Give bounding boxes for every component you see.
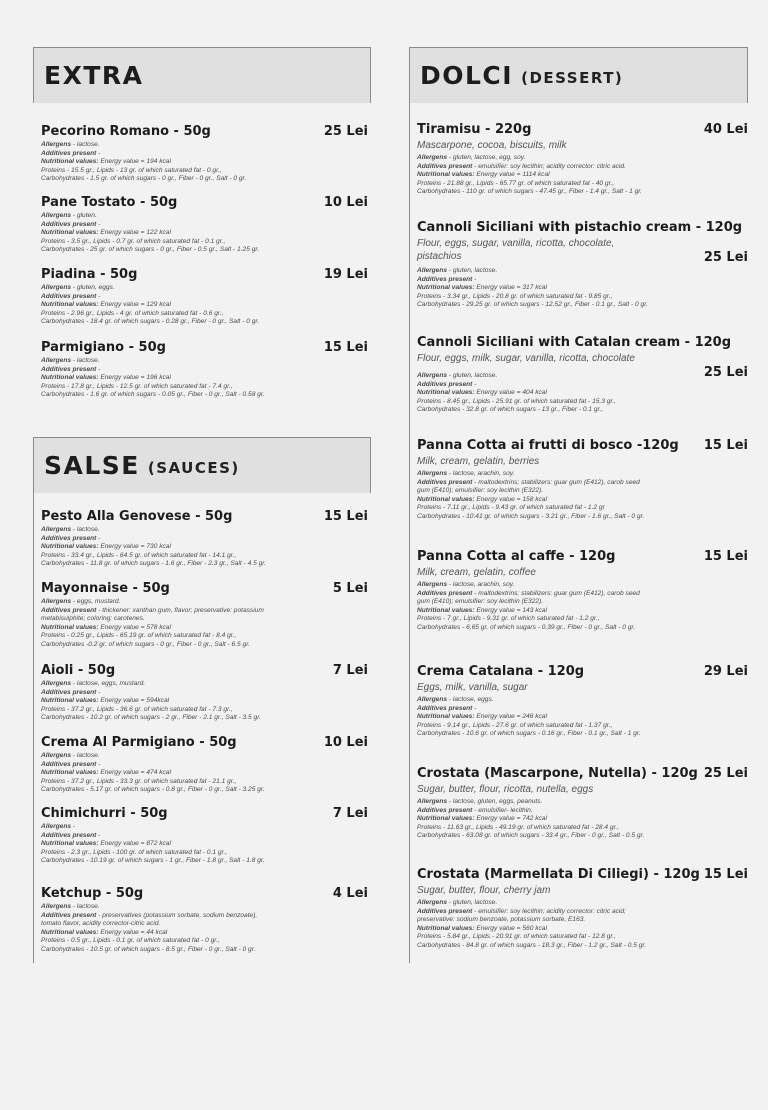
nutrition-line: Proteins - 33.4 gr., Lipids - 64.5 gr. of which saturated fat - 14.1 gr., [41, 551, 237, 559]
item-header-row [417, 867, 748, 882]
nutrition-line: Proteins - 9.14 gr., Lipids - 27.6 gr. of which saturated fat - 1.37 gr., [417, 721, 613, 729]
nutrition-line: Proteins - 7.11 gr., Lipids - 9.43 gr. of which saturated fat - 1.2 gr [417, 504, 605, 512]
item-desc-row [417, 235, 748, 265]
nutrition-line: Carbohydrates - 1.6 gr. of which sugars - 0.05 gr., Fiber - 0 gr., Salt - 0.58 gr. [41, 391, 265, 399]
menu-item [417, 766, 748, 841]
item-price: 15 Lei [703, 549, 748, 564]
nutrition-line: Additives present - [41, 534, 101, 542]
menu-item [417, 549, 748, 633]
menu-item [417, 335, 748, 415]
nutrition-line: Additives present - [41, 365, 101, 373]
item-name: Parmigiano - 50g [41, 340, 166, 355]
extra-header [33, 47, 371, 103]
nutrition-line: Carbohydrates - 10.19 gr. of which sugars - 1 gr., Fiber - 1.8 gr., Salt - 1.8 gr. [41, 857, 265, 865]
nutrition-line: Proteins - 3.34 gr., Lipids - 20.8 gr. of which saturated fat - 9.85 gr., [417, 292, 613, 300]
item-price: 25 Lei [323, 124, 368, 139]
item-name: Panna Cotta ai frutti di bosco -120g [417, 438, 679, 453]
item-header-row [41, 124, 368, 139]
salse-subtitle: (SAUCES) [147, 458, 240, 477]
menu-item [417, 664, 748, 739]
item-header-row [41, 340, 368, 355]
nutrition-line: Additives present - [417, 704, 477, 712]
item-header-row [417, 335, 748, 350]
item-nutrition [417, 470, 748, 522]
menu-item [41, 735, 368, 795]
nutrition-line: Carbohydrates - 11.8 gr. of which sugars - 1.6 gr., Fiber - 2.3 gr., Salt - 4.5 gr. [41, 560, 267, 568]
item-header-row [41, 886, 368, 901]
nutrition-line: Nutritional values: Energy value = 246 kcal [417, 713, 547, 721]
nutrition-line: Allergens - lactose, eggs. [417, 696, 494, 703]
nutrition-line: Additives present - preservatives (potassium sorbate, sodium benzoate), [41, 911, 258, 919]
item-name: Crostata (Marmellata Di Ciliegi) - 120g [417, 867, 700, 882]
nutrition-line: Nutritional values: Energy value = 594kcal [41, 697, 170, 705]
item-price: 15 Lei [703, 867, 748, 882]
item-header-row [41, 806, 368, 821]
item-name: Panna Cotta al caffe - 120g [417, 549, 616, 564]
nutrition-line: Nutritional values: Energy value = 730 kcal [41, 543, 171, 551]
nutrition-line: Nutritional values: Energy value = 44 kcal [41, 928, 168, 936]
item-name: Piadina - 50g [41, 267, 138, 282]
nutrition-line: Allergens - lactose, arachin, soy. [417, 470, 515, 477]
item-price: 15 Lei [323, 340, 368, 355]
nutrition-line: Additives present - thickener: xanthan gum, flavor; preservative: potassium [41, 606, 264, 614]
item-nutrition [41, 903, 368, 955]
item-nutrition [41, 284, 368, 327]
nutrition-line: Carbohydrates - 110 gr. of which sugars - 47.45 gr., Fiber - 1.4 gr., Salt - 1 gr. [417, 188, 643, 196]
item-description: Milk, cream, gelatin, coffee [417, 567, 536, 578]
nutrition-line: Additives present - [41, 149, 101, 157]
nutrition-line: Carbohydrates - 1.5 gr. of which sugars - 0 gr., Fiber - 0 gr., Salt - 0 gr. [41, 175, 247, 183]
item-price: 7 Lei [332, 806, 368, 821]
menu-item [41, 124, 368, 184]
nutrition-line: Carbohydrates - 29.25 gr. of which sugars - 12.52 gr., Fiber - 0.1 gr., Salt - 0 gr. [417, 301, 649, 309]
item-name: Pesto Alla Genovese - 50g [41, 509, 233, 524]
item-header-row [41, 195, 368, 210]
nutrition-line: Proteins - 11.63 gr., Lipids - 49.19 gr. of which saturated fat - 28.4 gr., [417, 823, 620, 831]
item-header-row [417, 664, 748, 679]
nutrition-line: Nutritional values: Energy value = 474 kcal [41, 769, 171, 777]
salse-header [33, 437, 371, 493]
menu-item [417, 867, 748, 951]
menu-item [41, 509, 368, 569]
item-price: 15 Lei [323, 509, 368, 524]
salse-left-line [33, 493, 34, 963]
item-description: Flour, eggs, milk, sugar, vanilla, ricotta, chocolate [417, 353, 635, 364]
item-description: Milk, cream, gelatin, berries [417, 456, 540, 467]
nutrition-line: Additives present - [41, 220, 101, 228]
item-price: 7 Lei [332, 663, 368, 678]
item-header-row [417, 220, 748, 235]
salse-title: SALSE [44, 451, 140, 480]
item-description: Mascarpone, cocoa, biscuits, milk [417, 140, 567, 151]
nutrition-line: Additives present - maltodextrins; stabilizers: guar gum (E412), carob seed [417, 589, 640, 597]
nutrition-line: Allergens - lactose, gluten, eggs, peanuts. [417, 798, 543, 805]
dolci-title: DOLCI [420, 61, 514, 90]
nutrition-line: Additives present - maltodextrins; stabilizers: guar gum (E412), carob seed [417, 478, 640, 486]
nutrition-line: Nutritional values: Energy value = 560 kcal [417, 924, 547, 932]
item-description: Eggs, milk, vanilla, sugar [417, 682, 528, 693]
nutrition-line: Proteins - 7 gr., Lipids - 9.31 gr. of which saturated fat - 1.2 gr., [417, 615, 600, 623]
item-nutrition [41, 680, 368, 723]
nutrition-line: Carbohydrates -0.2 gr. of which sugars - 0 gr., Fiber - 0 gr., Salt - 6.5 gr. [41, 640, 251, 648]
item-header-row [41, 509, 368, 524]
item-price: 10 Lei [323, 195, 368, 210]
item-price: 25 Lei [703, 766, 748, 781]
nutrition-line: Proteins - 5.84 gr., Lipids - 20.91 gr. of which saturated fat - 12.8 gr., [417, 933, 617, 941]
nutrition-line: Proteins - 3.5 gr., Lipids - 0.7 gr. of which saturated fat - 0.1 gr., [41, 237, 226, 245]
item-name: Crostata (Mascarpone, Nutella) - 120g [417, 766, 698, 781]
nutrition-line: Proteins - 0.5 gr., Lipids - 0.1 gr. of which saturated fat - 0 gr., [41, 937, 220, 945]
nutrition-line: Carbohydrates - 84.8 gr. of which sugars - 18.3 gr., Fiber - 1.2 gr., Salt - 0.5 gr. [417, 941, 647, 949]
item-name: Crema Al Parmigiano - 50g [41, 735, 237, 750]
item-price: 10 Lei [323, 735, 368, 750]
item-price: 40 Lei [703, 122, 748, 137]
item-description: Flour, eggs, sugar, vanilla, ricotta, chocolate, pistachios [417, 238, 615, 262]
dolci-subtitle: (DESSERT) [521, 68, 624, 87]
nutrition-line: Additives present - emulsifier- lecithin. [417, 806, 533, 814]
item-name: Aioli - 50g [41, 663, 116, 678]
nutrition-line: Additives present - [41, 831, 101, 839]
item-name: Mayonnaise - 50g [41, 581, 170, 596]
nutrition-line: Nutritional values: Energy value = 317 kcal [417, 284, 547, 292]
item-header-row [41, 581, 368, 596]
nutrition-line: Allergens - lactose. [41, 357, 100, 364]
nutrition-line: Nutritional values: Energy value = 742 kcal [417, 815, 547, 823]
nutrition-line: Carbohydrates - 18.4 gr. of which sugars - 0.28 gr., Fiber - 0 gr., Salt - 0 gr. [41, 318, 260, 326]
dolci-left-line [409, 103, 410, 963]
menu-item [41, 581, 368, 650]
nutrition-line: Allergens - gluten, eggs. [41, 284, 115, 291]
item-description: Sugar, butter, flour, cherry jam [417, 885, 551, 896]
nutrition-line: Allergens - lactose. [41, 526, 100, 533]
nutrition-line: Proteins - 15.5 gr., Lipids - 13 gr. of which saturated fat - 0 gr., [41, 166, 222, 174]
nutrition-line: Allergens - lactose, eggs, mustard. [41, 680, 146, 687]
item-nutrition [41, 823, 368, 866]
nutrition-line: Nutritional values: Energy value = 404 kcal [417, 389, 547, 397]
item-header-row [41, 735, 368, 750]
item-price: 25 Lei [703, 250, 748, 265]
nutrition-line: Nutritional values: Energy value = 196 kcal [41, 374, 171, 382]
item-header-row [41, 663, 368, 678]
item-header-row [417, 122, 748, 137]
item-name: Cannoli Siciliani with Catalan cream - 120g [417, 335, 732, 350]
salse-divider [370, 437, 371, 493]
nutrition-line: Nutritional values: Energy value = 578 kcal [41, 623, 171, 631]
nutrition-line: Allergens - lactose. [41, 752, 100, 759]
nutrition-line: Additives present - [41, 688, 101, 696]
item-name: Tiramisu - 220g [417, 122, 532, 137]
nutrition-line: Nutritional values: Energy value = 143 kcal [417, 606, 547, 614]
item-nutrition [417, 798, 748, 841]
nutrition-line: Proteins - 8.45 gr., Lipids - 25.91 gr. of which saturated fat - 15.3 gr., [417, 397, 617, 405]
item-name: Chimichurri - 50g [41, 806, 168, 821]
nutrition-line: Additives present - [41, 292, 101, 300]
item-nutrition [41, 212, 368, 255]
nutrition-line: Carbohydrates - 10.6 gr. of which sugars - 0.16 gr., Fiber - 0.1 gr., Salt - 1 gr. [417, 730, 641, 738]
item-header-row [417, 766, 748, 781]
item-description: Sugar, butter, flour, ricotta, nutella, eggs [417, 784, 594, 795]
nutrition-line: Allergens - lactose, arachin, soy. [417, 581, 515, 588]
menu-item [417, 122, 748, 197]
nutrition-line: Nutritional values: Energy value = 872 kcal [41, 840, 171, 848]
nutrition-line: Allergens - gluten, lactose. [417, 267, 498, 274]
nutrition-line: gum (E410); emulsifier: soy lecithin (E322). [417, 598, 544, 606]
nutrition-line: Carbohydrates - 32.8 gr. of which sugars - 13 gr., Fiber - 0.1 gr., [417, 406, 604, 414]
menu-item [41, 267, 368, 327]
nutrition-line: Allergens - lactose. [41, 141, 100, 148]
nutrition-line: gum (E410); emulsifier: soy lecithin (E322). [417, 487, 544, 495]
item-nutrition [41, 526, 368, 569]
item-nutrition [417, 372, 748, 415]
menu-item [41, 886, 368, 955]
nutrition-line: Allergens - lactose. [41, 903, 100, 910]
nutrition-line: Proteins - 2.3 gr., Lipids - 100 gr. of which saturated fat - 0.1 gr., [41, 848, 228, 856]
item-nutrition [41, 141, 368, 184]
nutrition-line: Allergens - gluten, lactose, egg, soy. [417, 154, 526, 161]
nutrition-line: Nutritional values: Energy value = 122 kcal [41, 229, 171, 237]
nutrition-line: Nutritional values: Energy value = 158 kcal [417, 495, 547, 503]
item-name: Ketchup - 50g [41, 886, 144, 901]
item-header-row [417, 438, 748, 453]
item-name: Cannoli Siciliani with pistachio cream - 120g [417, 220, 743, 235]
item-nutrition [417, 696, 748, 739]
nutrition-line: Carbohydrates - 10.5 gr. of which sugars - 8.5 gr., Fiber - 0 gr., Salt - 0 gr. [41, 945, 256, 953]
nutrition-line: Proteins - 37.2 gr., Lipids - 33.3 gr. of which saturated fat - 21.1 gr., [41, 777, 237, 785]
item-nutrition [41, 752, 368, 795]
nutrition-line: Allergens - eggs, mustard. [41, 598, 121, 605]
item-nutrition [417, 899, 748, 951]
menu-item [41, 806, 368, 866]
nutrition-line: Carbohydrates - 25 gr. of which sugars - 0 gr., Fiber - 0.5 gr., Salt - 1.25 gr. [41, 246, 260, 254]
item-nutrition [417, 267, 748, 310]
dolci-header [409, 47, 748, 103]
nutrition-line: Proteins - 21.88 gr., Lipids - 65.77 gr. of which saturated fat - 40 gr., [417, 179, 615, 187]
extra-title: EXTRA [44, 61, 144, 90]
nutrition-line: Additives present - [417, 380, 477, 388]
nutrition-line: Carbohydrates - 5.17 gr. of which sugars - 0.8 gr., Fiber - 0 gr., Salt - 3.25 gr. [41, 786, 265, 794]
nutrition-line: Proteins - 2.96 gr., Lipids - 4 gr. of which saturated fat - 0.6 gr., [41, 309, 224, 317]
nutrition-line: Carbohydrates - 10.41 gr. of which sugars - 3.21 gr., Fiber - 1.6 gr., Salt - 0 gr. [417, 512, 645, 520]
item-nutrition [417, 581, 748, 633]
item-name: Crema Catalana - 120g [417, 664, 585, 679]
nutrition-line: tomato flavor, acidity corrector-citric acid. [41, 920, 161, 928]
nutrition-line: Additives present - emulsifier: soy lecithin; acidity corrector: citric acid. [417, 162, 626, 170]
item-nutrition [417, 154, 748, 197]
nutrition-line: Allergens - gluten, lactose. [417, 372, 498, 379]
item-name: Pecorino Romano - 50g [41, 124, 211, 139]
nutrition-line: preservative: sodium benzoate, potassium sorbate, E163. [417, 916, 586, 924]
nutrition-line: Carbohydrates - 10.2 gr. of which sugars - 2 gr., Fiber - 2.1 gr., Salt - 3.5 gr. [41, 714, 262, 722]
nutrition-line: Nutritional values: Energy value = 129 kcal [41, 301, 171, 309]
item-price: 29 Lei [703, 664, 748, 679]
item-price: 15 Lei [703, 438, 748, 453]
nutrition-line: Proteins - 37.2 gr., Lipids - 36.6 gr. of which saturated fat - 7.3 gr., [41, 705, 233, 713]
nutrition-line: Nutritional values: Energy value = 1114 kcal [417, 171, 550, 179]
menu-item [417, 220, 748, 310]
item-price: 5 Lei [332, 581, 368, 596]
nutrition-line: Carbohydrates - 63.08 gr. of which sugars - 33.4 gr., Fiber - 0 gr., Salt - 0.5 gr. [417, 832, 645, 840]
item-name: Pane Tostato - 50g [41, 195, 178, 210]
nutrition-line: Additives present - emulsifier: soy lecithin; acidity corrector: citric acid; [417, 907, 626, 915]
nutrition-line: metabisulphite; coloring: carotenes. [41, 615, 145, 623]
item-price: 25 Lei [703, 365, 748, 380]
extra-divider [370, 47, 371, 103]
item-header-row [417, 549, 748, 564]
item-nutrition [41, 357, 368, 400]
nutrition-line: Proteins - 17.8 gr., Lipids - 12.5 gr. of which saturated fat - 7.4 gr., [41, 382, 233, 390]
nutrition-line: Additives present - [41, 760, 101, 768]
nutrition-line: Proteins - 0.25 gr., Lipids - 65.19 gr. of which saturated fat - 8.4 gr., [41, 632, 237, 640]
item-price: 4 Lei [332, 886, 368, 901]
menu-item [417, 438, 748, 522]
nutrition-line: Nutritional values: Energy value = 194 kcal [41, 158, 171, 166]
nutrition-line: Allergens - gluten, lactose. [417, 899, 498, 906]
item-price: 19 Lei [323, 267, 368, 282]
nutrition-line: Carbohydrates - 6.65 gr. of which sugars - 0.39 gr., Fiber - 0 gr., Salt - 0 gr. [417, 623, 636, 631]
menu-item [41, 195, 368, 255]
menu-item [41, 663, 368, 723]
nutrition-line: Additives present - [417, 275, 477, 283]
nutrition-line: Allergens - gluten. [41, 212, 97, 219]
nutrition-line: Allergens - [41, 823, 76, 830]
item-nutrition [41, 598, 368, 650]
menu-item [41, 340, 368, 400]
item-header-row [41, 267, 368, 282]
